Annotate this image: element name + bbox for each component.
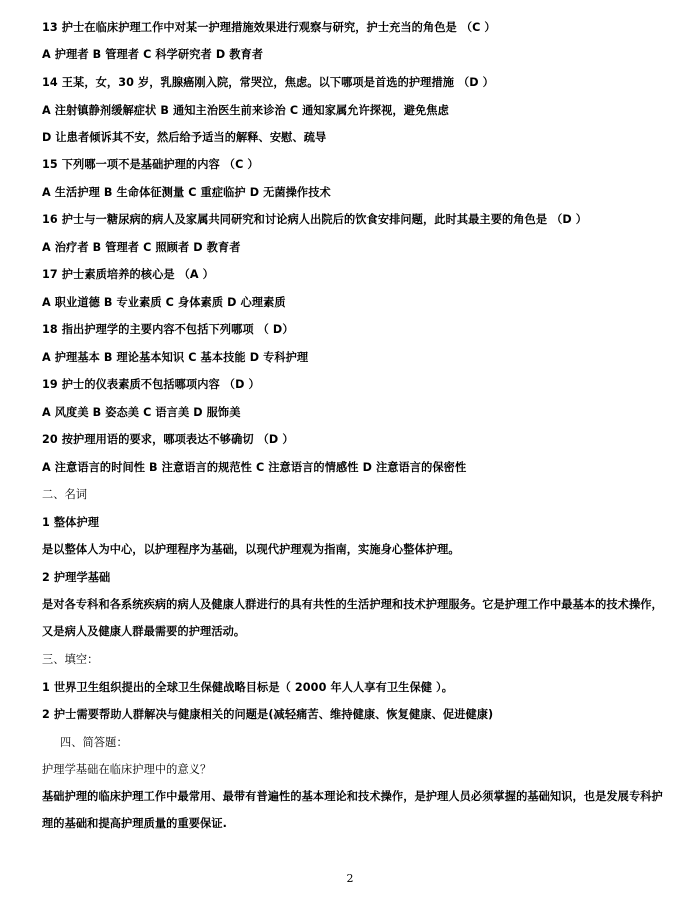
question-16: 16 护士与一糖尿病的病人及家属共同研究和讨论病人出院后的饮食安排问题，此时其最主要的角色是 （D ） — [42, 213, 588, 226]
fill-in-1: 1 世界卫生组织提出的全球卫生保健战略目标是（ 2000 年人人享有卫生保健 ）。 — [42, 681, 454, 694]
question-18-options: A 护理基本 B 理论基本知识 C 基本技能 D 专科护理 — [42, 351, 309, 364]
term-2-title: 2 护理学基础 — [42, 571, 111, 584]
page-number: 2 — [346, 872, 354, 885]
question-19-options: A 风度美 B 姿态美 C 语言美 D 服饰美 — [42, 406, 241, 419]
question-14-option-d: D 让患者倾诉其不安，然后给予适当的解释、安慰、疏导 — [42, 131, 327, 144]
term-1-title: 1 整体护理 — [42, 516, 100, 529]
section-heading-terms: 二、名词 — [42, 488, 88, 501]
short-answer-response: 基础护理的临床护理工作中最常用、最带有普遍性的基本理论和技术操作，是护理人员必须掌握的基础知识，也是发展专科护理的基础和提高护理质量的重要保证. — [42, 790, 663, 830]
question-17-options: A 职业道德 B 专业素质 C 身体素质 D 心理素质 — [42, 296, 286, 309]
question-20: 20 按护理用语的要求，哪项表达不够确切 （D ） — [42, 433, 294, 446]
term-2-definition: 是对各专科和各系统疾病的病人及健康人群进行的具有共性的生活护理和技术护理服务。它是护理工作中最基本的技术操作，又是病人及健康人群最需要的护理活动。 — [42, 598, 663, 638]
question-18: 18 指出护理学的主要内容不包括下列哪项 （ D） — [42, 323, 294, 336]
question-13: 13 护士在临床护理工作中对某一护理措施效果进行观察与研究，护士充当的角色是 （C ） — [42, 21, 496, 34]
question-15-options: A 生活护理 B 生命体征测量 C 重症临护 D 无菌操作技术 — [42, 186, 331, 199]
question-15: 15 下列哪一项不是基础护理的内容 （C ） — [42, 158, 259, 171]
short-answer-question: 护理学基础在临床护理中的意义？ — [42, 763, 212, 776]
section-heading-fill-in: 三、填空： — [42, 653, 99, 666]
question-13-options: A 护理者 B 管理者 C 科学研究者 D 教育者 — [42, 48, 264, 61]
question-14: 14 王某，女，30 岁，乳腺癌刚入院，常哭泣，焦虑。以下哪项是首选的护理措施 （D ） — [42, 76, 494, 89]
fill-in-2: 2 护士需要帮助人群解决与健康相关的问题是(减轻痛苦、维持健康、恢复健康、促进健康) — [42, 708, 494, 721]
section-heading-short-answer: 四、简答题： — [60, 736, 128, 749]
question-17: 17 护士素质培养的核心是 （A ） — [42, 268, 214, 281]
question-20-options: A 注意语言的时间性 B 注意语言的规范性 C 注意语言的情感性 D 注意语言的保密性 — [42, 461, 467, 474]
question-19: 19 护士的仪表素质不包括哪项内容 （D ） — [42, 378, 260, 391]
term-1-definition: 是以整体人为中心，以护理程序为基础，以现代护理观为指南，实施身心整体护理。 — [42, 543, 460, 556]
question-16-options: A 治疗者 B 管理者 C 照顾者 D 教育者 — [42, 241, 241, 254]
question-14-options-abc: A 注射镇静剂缓解症状 B 通知主治医生前来诊治 C 通知家属允许探视，避免焦虑 — [42, 104, 449, 117]
